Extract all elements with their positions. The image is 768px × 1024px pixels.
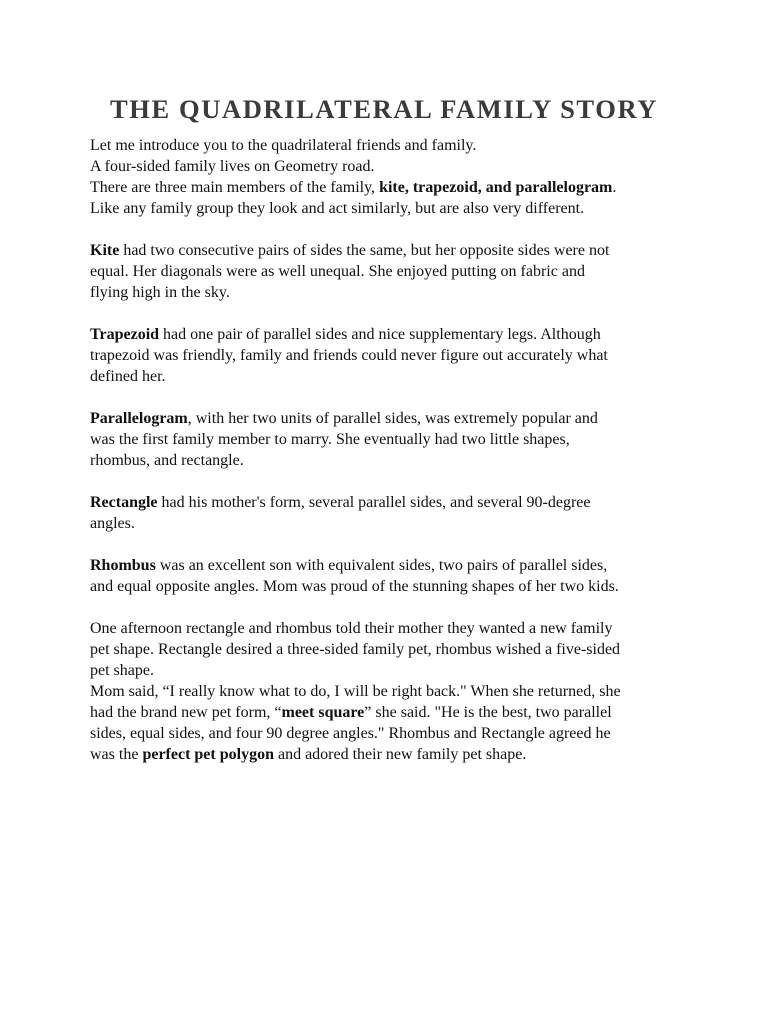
intro-line-1: Let me introduce you to the quadrilateral friends and family. — [90, 137, 477, 154]
intro-paragraph — [90, 135, 690, 219]
ending-line-5-end: ” she said. "He is the best, two parallel — [364, 704, 612, 721]
ending-line-6: sides, equal sides, and four 90 degree angles." Rhombus and Rectangle agreed he — [90, 725, 611, 742]
kite-line-2: equal. Her diagonals were as well unequal. She enjoyed putting on fabric and — [90, 263, 585, 280]
kite-line-1-text: had two consecutive pairs of sides the same, but her opposite sides were not — [119, 242, 610, 259]
trapezoid-line-3: defined her. — [90, 368, 166, 385]
parallelogram-name: Parallelogram — [90, 410, 188, 427]
rectangle-paragraph — [90, 492, 690, 534]
kite-paragraph — [90, 240, 690, 303]
intro-line-3-text: There are three main members of the family, — [90, 179, 380, 196]
rhombus-line-1 — [90, 555, 690, 576]
ending-line-5-text: had the brand new pet form, “ — [90, 704, 282, 721]
ending-paragraph — [90, 618, 690, 765]
parallelogram-line-1-text: , with her two units of parallel sides, was extremely popular and — [187, 410, 598, 427]
parallelogram-line-1 — [90, 408, 690, 429]
perfect-pet-polygon-bold: perfect pet polygon — [142, 746, 274, 763]
page-title: THE QUADRILATERAL FAMILY STORY — [110, 94, 658, 124]
kite-line-1 — [90, 240, 690, 261]
rhombus-line-2: and equal opposite angles. Mom was proud of the stunning shapes of her two kids. — [90, 578, 619, 595]
rectangle-line-1 — [90, 492, 690, 513]
parallelogram-line-2: was the first family member to marry. She eventually had two little shapes, — [90, 431, 570, 448]
ending-line-4: Mom said, “I really know what to do, I will be right back." When she returned, she — [90, 683, 621, 700]
parallelogram-line-3: rhombus, and rectangle. — [90, 452, 244, 469]
rhombus-line-1-text: was an excellent son with equivalent sides, two pairs of parallel sides, — [155, 557, 608, 574]
intro-line-2: A four-sided family lives on Geometry road. — [90, 158, 375, 175]
ending-line-2: pet shape. Rectangle desired a three-sided family pet, rhombus wished a five-sided — [90, 641, 621, 658]
trapezoid-line-1 — [90, 324, 690, 345]
ending-line-7-text: was the — [90, 746, 143, 763]
ending-line-7-end: and adored their new family pet shape. — [273, 746, 527, 763]
intro-line-4: Like any family group they look and act similarly, but are also very different. — [90, 200, 585, 217]
rectangle-line-2: angles. — [90, 515, 135, 532]
rectangle-line-1-text: had his mother's form, several parallel sides, and several 90-degree — [157, 494, 591, 511]
rectangle-name: Rectangle — [90, 494, 158, 511]
ending-line-5 — [90, 702, 690, 723]
ending-line-3: pet shape. — [90, 662, 154, 679]
trapezoid-name: Trapezoid — [90, 326, 160, 343]
ending-line-7 — [90, 744, 690, 765]
intro-line-3 — [90, 177, 690, 198]
kite-name: Kite — [90, 242, 120, 259]
rhombus-paragraph — [90, 555, 690, 597]
meet-square-bold: meet square — [281, 704, 365, 721]
trapezoid-line-1-text: had one pair of parallel sides and nice supplementary legs. Although — [159, 326, 601, 343]
family-members-bold: kite, trapezoid, and parallelogram — [379, 179, 613, 196]
intro-line-3-end: . — [612, 179, 617, 196]
rhombus-name: Rhombus — [90, 557, 156, 574]
kite-line-3: flying high in the sky. — [90, 284, 230, 301]
ending-line-1: One afternoon rectangle and rhombus told their mother they wanted a new family — [90, 620, 613, 637]
trapezoid-line-2: trapezoid was friendly, family and friends could never figure out accurately what — [90, 347, 608, 364]
parallelogram-paragraph — [90, 408, 690, 471]
story-body — [90, 135, 690, 765]
trapezoid-paragraph — [90, 324, 690, 387]
